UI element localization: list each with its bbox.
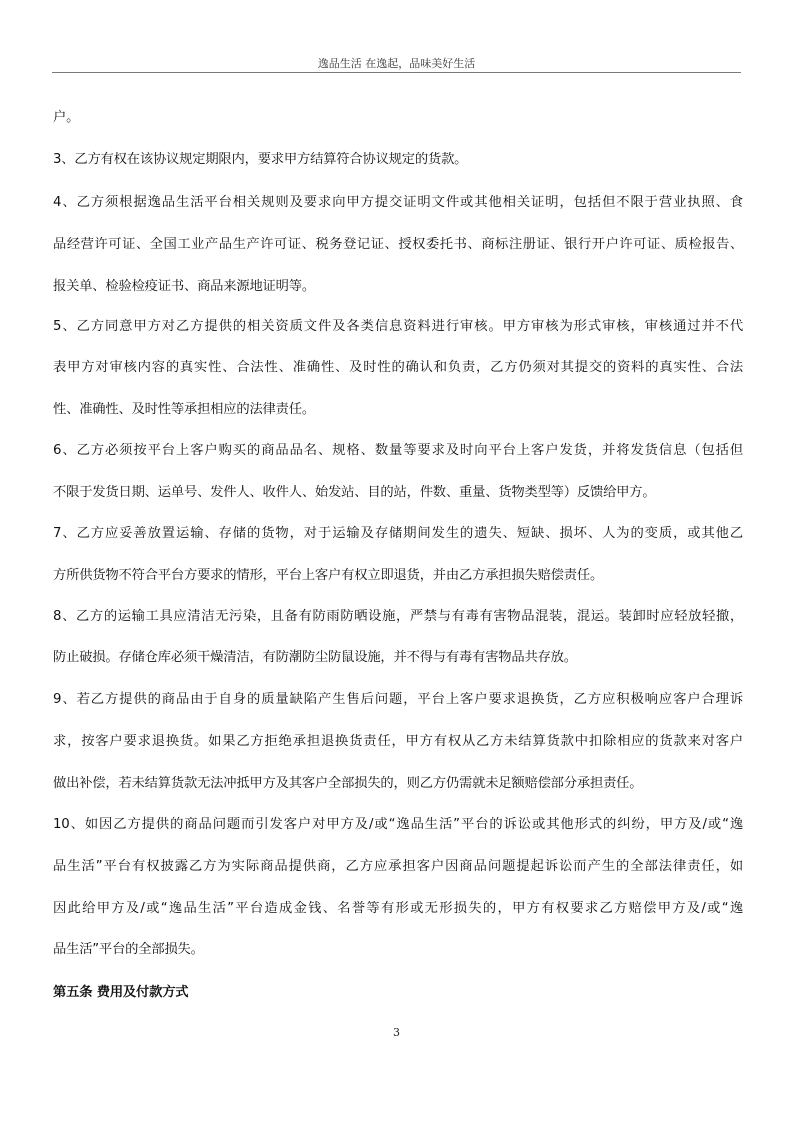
paragraph-line: 户。: [53, 110, 80, 125]
clause-4-line: 品经营许可证、全国工业产品生产许可证、税务登记证、授权委托书、商标注册证、银行开户许可证、质检报告、: [53, 237, 743, 252]
clause-7-line: 方所供货物不符合平台方要求的情形，平台上客户有权立即退货，并由乙方承担损失赔偿责任。: [53, 568, 604, 583]
clause-10-line: 品生活”平台有权披露乙方为实际商品提供商，乙方应承担客户因商品问题提起诉讼而产生的全部法律责任，如: [53, 859, 743, 874]
clause-6-line: 6、乙方必须按平台上客户购买的商品品名、规格、数量等要求及时向平台上客户发货，并将发货信息（包括但: [53, 443, 743, 458]
clause-9-line: 求，按客户要求退换货。如果乙方拒绝承担退换货责任，甲方有权从乙方未结算货款中扣除相应的货款来对客户: [53, 734, 743, 749]
clause-6-line: 不限于发货日期、运单号、发件人、收件人、始发站、目的站，件数、重量、货物类型等）反馈给甲方。: [53, 485, 656, 500]
header-divider: [52, 72, 741, 73]
page-number: 3: [393, 1026, 400, 1039]
clause-5-line: 性、准确性、及时性等承担相应的法律责任。: [53, 402, 315, 417]
section-heading: 第五条 费用及付款方式: [53, 985, 189, 1000]
clause-9-line: 9、若乙方提供的商品由于自身的质量缺陷产生售后问题，平台上客户要求退换货，乙方应积极响应客户合理诉: [53, 692, 743, 707]
clause-8-line: 8、乙方的运输工具应清洁无污染，且备有防雨防晒设施，严禁与有毒有害物品混装，混运。装卸时应轻放轻撤，: [53, 609, 743, 624]
clause-9-line: 做出补偿，若未结算货款无法冲抵甲方及其客户全部损失的，则乙方仍需就未足额赔偿部分承担责任。: [53, 776, 643, 791]
clause-5-line: 表甲方对审核内容的真实性、合法性、准确性、及时性的确认和负责，乙方仍须对其提交的资料的真实性、合法: [53, 360, 743, 375]
clause-4-line: 报关单、检验检疫证书、商品来源地证明等。: [53, 279, 315, 294]
running-header: 逸品生活 在逸起，品味美好生活: [317, 57, 476, 70]
clause-5-line: 5、乙方同意甲方对乙方提供的相关资质文件及各类信息资料进行审核。甲方审核为形式审核，审核通过并不代: [53, 319, 743, 334]
clause-4-line: 4、乙方须根据逸品生活平台相关规则及要求向甲方提交证明文件或其他相关证明，包括但不限于营业执照、食: [53, 195, 743, 210]
clause-3-line: 3、乙方有权在该协议规定期限内，要求甲方结算符合协议规定的货款。: [53, 152, 468, 167]
clause-8-line: 防止破损。存储仓库必须干燥清洁，有防潮防尘防鼠设施，并不得与有毒有害物品共存放。: [53, 650, 577, 665]
clause-10-line: 10、如因乙方提供的商品问题而引发客户对甲方及/或“逸品生活”平台的诉讼或其他形式的纠纷，甲方及/或“逸: [53, 817, 743, 832]
clause-7-line: 7、乙方应妥善放置运输、存储的货物，对于运输及存储期间发生的遗失、短缺、损坏、人为的变质，或其他乙: [53, 526, 743, 541]
clause-10-line: 因此给甲方及/或“逸品生活”平台造成金钱、名誉等有形或无形损失的，甲方有权要求乙方赔偿甲方及/或“逸: [53, 901, 743, 916]
clause-10-line: 品生活”平台的全部损失。: [53, 942, 204, 957]
